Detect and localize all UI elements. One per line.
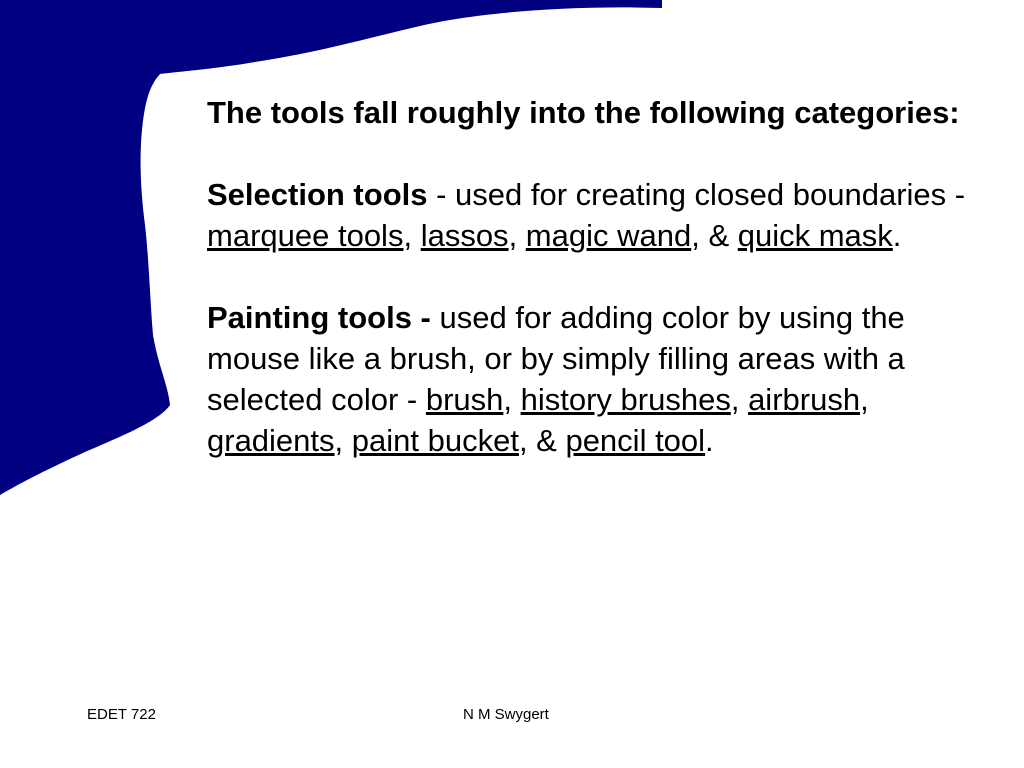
period: . [892,218,902,253]
separator: , [860,382,869,417]
separator: , [730,382,749,417]
painting-tools-title: Painting tools - [207,300,440,335]
link-paint-bucket[interactable]: paint bucket [351,423,519,458]
selection-tools-description: - used for creating closed boundaries - [427,177,966,212]
footer-course-code: EDET 722 [87,706,156,723]
heading-text: The tools fall roughly into the following categories: [207,95,960,130]
link-pencil-tool[interactable]: pencil tool [565,423,706,458]
separator: , [403,218,421,253]
link-airbrush[interactable]: airbrush [748,382,861,417]
separator: , & [691,218,738,253]
separator: , [508,218,526,253]
separator: , & [518,423,566,458]
separator: , [334,423,352,458]
link-quick-mask[interactable]: quick mask [737,218,893,253]
link-gradients[interactable]: gradients [207,423,335,458]
link-lassos[interactable]: lassos [420,218,509,253]
selection-tools-title: Selection tools [207,177,428,212]
period: . [705,423,714,458]
link-history-brushes[interactable]: history brushes [520,382,731,417]
selection-tools-paragraph [207,174,987,256]
link-brush[interactable]: brush [425,382,504,417]
separator: , [503,382,521,417]
footer-author: N M Swygert [463,706,549,723]
painting-tools-paragraph [207,297,987,461]
slide-body [207,92,987,502]
link-marquee-tools[interactable]: marquee tools [207,218,404,253]
link-magic-wand[interactable]: magic wand [525,218,692,253]
heading-paragraph [207,92,987,133]
painting-tools-description: used for adding color by using the mouse like a brush, or by simply filling areas with a selected color - [207,300,905,417]
